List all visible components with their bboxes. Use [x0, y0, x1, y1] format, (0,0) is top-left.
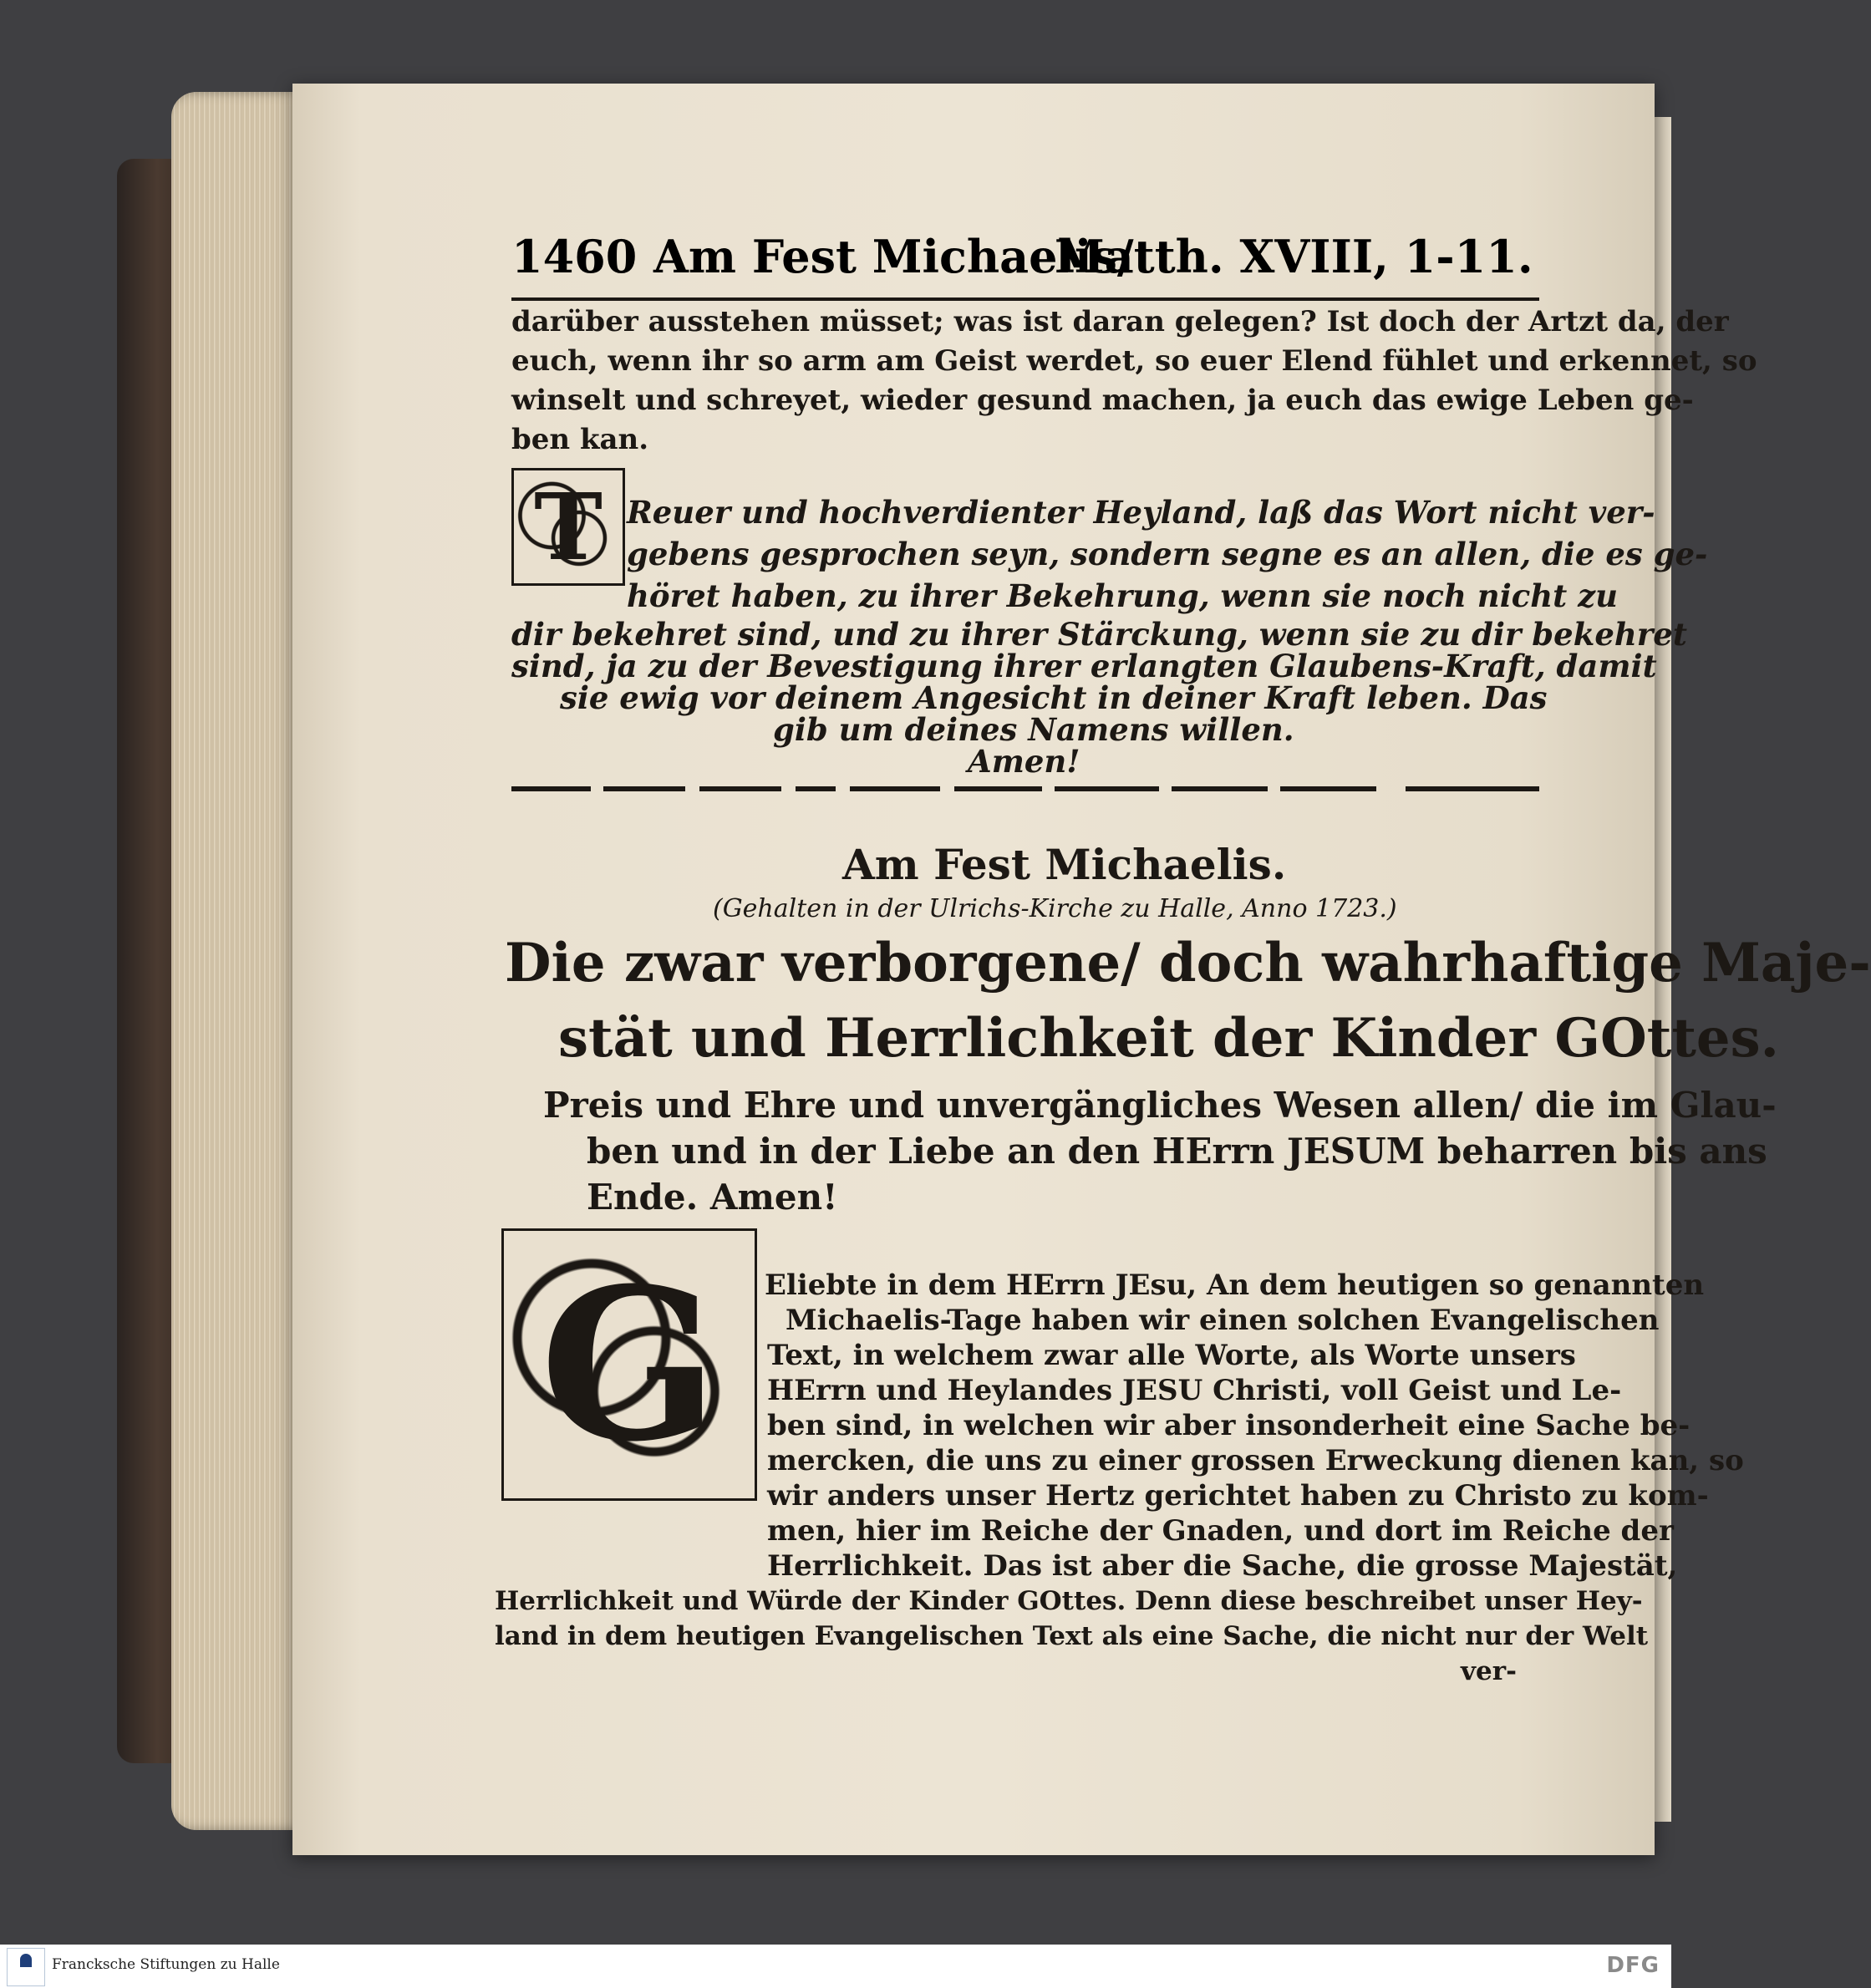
prayer-line: sie ewig vor deinem Angesicht in deiner Kraft leben. Das: [560, 679, 1548, 716]
body-line: HErrn und Heylandes JESU Christi, voll Geist und Le-: [767, 1374, 1622, 1407]
body-line: land in dem heutigen Evangelischen Text als eine Sache, die nicht nur der Welt: [495, 1621, 1649, 1651]
prayer-line: gebens gesprochen seyn, sondern segne es an allen, die es ge-: [627, 536, 1708, 572]
motto-line: Preis und Ehre und unvergängliches Wesen allen/ die im Glau-: [543, 1085, 1777, 1126]
prayer-amen: Amen!: [968, 743, 1080, 780]
body-line: wir anders unser Hertz gerichtet haben zu Christo zu kom-: [767, 1479, 1709, 1513]
head-rule: [511, 297, 1539, 301]
viewer-footer: [0, 1945, 1671, 1988]
dfg-logo[interactable]: DFG: [1606, 1953, 1660, 1978]
prayer-line: sind, ja zu der Bevestigung ihrer erlangten Glaubens-Kraft, damit: [511, 648, 1657, 684]
running-head: [511, 227, 1539, 286]
body-line: mercken, die uns zu einer grossen Erweckung dienen kan, so: [767, 1444, 1744, 1477]
prayer-initial: T: [511, 468, 625, 586]
sermon-occasion: (Gehalten in der Ulrichs-Kirche zu Halle, Anno 1723.): [713, 894, 1397, 923]
body-line: Herrlichkeit. Das ist aber die Sache, die grosse Majestät,: [767, 1549, 1678, 1583]
feast-title: Am Fest Michaelis.: [842, 840, 1287, 889]
catchword: ver-: [1461, 1656, 1517, 1686]
prayer-line: dir bekehret sind, und zu ihrer Stärckung, wenn sie zu dir bekehret: [511, 616, 1687, 653]
text-line: winselt und schreyet, wieder gesund machen, ja euch das ewige Leben ge-: [511, 384, 1694, 417]
sermon-title-line: Die zwar verborgene/ doch wahrhaftige Maje-: [505, 932, 1871, 994]
body-line: Text, in welchem zwar alle Worte, als Worte unsers: [767, 1339, 1576, 1372]
scripture-reference: Matth. XVIII, 1-11.: [1055, 230, 1533, 283]
body-line: Herrlichkeit und Würde der Kinder GOttes. Denn diese beschreibet unser Hey-: [495, 1586, 1643, 1616]
motto-line: Ende. Amen!: [587, 1177, 838, 1218]
prayer-line: höret haben, zu ihrer Bekehrung, wenn sie noch nicht zu: [627, 577, 1619, 614]
prayer-line: gib um deines Namens willen.: [773, 711, 1294, 748]
body-initial: G: [501, 1228, 757, 1501]
body-line: ben sind, in welchen wir aber insonderheit eine Sache be-: [767, 1409, 1691, 1442]
institution-name[interactable]: Francksche Stiftungen zu Halle: [52, 1956, 280, 1973]
text-line: euch, wenn ihr so arm am Geist werdet, so euer Elend fühlet und erkennet, so: [511, 344, 1757, 378]
body-line: Eliebte in dem HErrn JEsu, An dem heutigen so genannten: [765, 1269, 1705, 1302]
page-number: 1460: [511, 230, 638, 283]
text-line: darüber ausstehen müsset; was ist daran gelegen? Ist doch der Artzt da, der: [511, 305, 1729, 338]
text-line: ben kan.: [511, 423, 649, 456]
body-line: men, hier im Reiche der Gnaden, und dort im Reiche der: [767, 1514, 1674, 1548]
francke-foundations-logo-icon[interactable]: [7, 1948, 45, 1986]
prayer-line: Reuer und hochverdienter Heyland, laß das Wort nicht ver-: [627, 494, 1655, 531]
body-line: Michaelis-Tage haben wir einen solchen Evangelischen: [786, 1304, 1660, 1337]
ornamental-rule: [511, 783, 1539, 795]
sermon-title-line: stät und Herrlichkeit der Kinder GOttes.: [558, 1007, 1779, 1070]
motto-line: ben und in der Liebe an den HErrn JESUM beharren bis ans: [587, 1131, 1767, 1172]
running-title: Am Fest Michaelis/: [653, 230, 1134, 283]
